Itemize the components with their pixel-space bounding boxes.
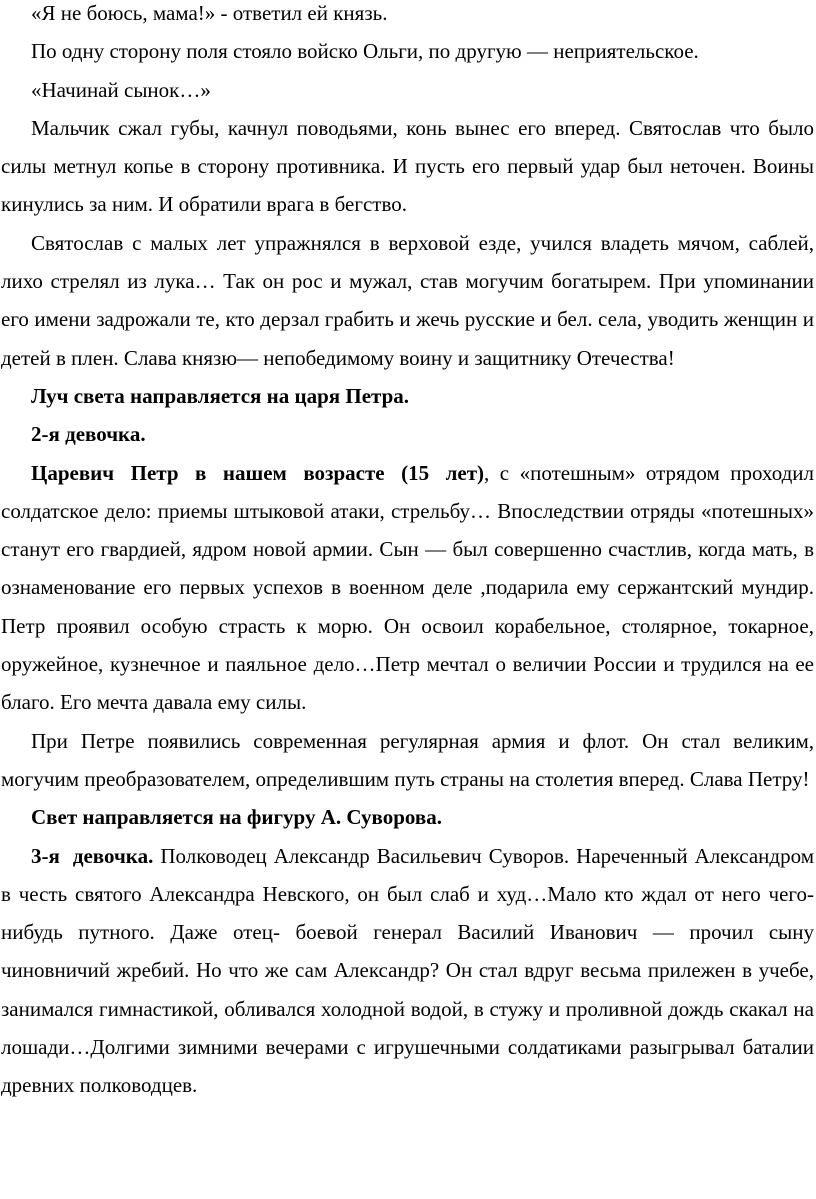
paragraph-text: Мальчик сжал губы, качнул поводьями, конь вынес его вперед. Святослав что было силы метнул копье в сторону противника. И пусть его первый удар был неточен. Воины кинулись за ним. И обратили врага в бегство. [1,115,814,217]
paragraph-text: «Начинай сынок…» [31,77,211,102]
paragraph-peter-youth [1,454,814,722]
paragraph-text: Полководец Александр Васильевич Суворов. Нареченный Александром в честь святого Александра Невского, он был слаб и худ…Мало кто ждал от него чего-нибудь путного. Даже отец- боевой генерал Василий Иванович — прочил сыну чиновничий жребий. Но что же сам Александр? Он стал вдруг весьма прилежен в учебе, занимался гимнастикой, обливался холодной водой, в стужу и проливной дождь скакал на лошади…Долгими зимними вечерами с игрушечными солдатиками разыгрывал баталии древних полководцев. [1,843,814,1098]
paragraph-text: Святослав с малых лет упражнялся в верховой езде, учился владеть мячом, саблей, лихо стрелял из лука… Так он рос и мужал, став могучим богатырем. При упоминании его имени задрожали те, кто дерзал грабить и жечь русские и бел. села, уводить женщин и детей в плен. Слава князю— непобедимому воину и защитнику Отечества! [1,230,814,370]
paragraph-text: По одну сторону поля стояло войско Ольги, по другую — неприятельское. [31,39,699,64]
paragraph-svyatoslav [1,224,814,377]
paragraph-begin [1,71,814,109]
paragraph-battle [1,109,814,224]
bold-lead: 3-я девочка. [31,843,154,868]
paragraph-dialogue-prince [1,0,814,32]
paragraph-text: При Петре появились современная регулярная армия и флот. Он стал великим, могучим преобразователем, определившим путь страны на столетия вперед. Слава Петру! [1,728,814,791]
heading-text: Свет направляется на фигуру А. Суворова. [31,805,442,830]
heading-text: Луч света направляется на царя Петра. [31,383,410,408]
paragraph-armies [1,32,814,70]
paragraph-peter-glory [1,722,814,799]
heading-second-girl [1,415,814,453]
heading-light-suvorov [1,798,814,836]
paragraph-text: , с «потешным» отрядом проходил солдатское дело: приемы штыковой атаки, стрельбу… Впоследствии отряды «потешных» станут его гвардией, ядром новой армии. Сын — был совершенно счастлив, когда мать, в ознаменование его первых успехов в военном деле ,подарила ему сержантский мундир. Петр проявил особую страсть к морю. Он освоил корабельное, столярное, токарное, оружейное, кузнечное и паяльное дело…Петр мечтал о величии России и трудился на ее благо. Его мечта давала ему силы. [1,460,814,715]
paragraph-suvorov [1,837,814,1105]
heading-text: 2-я девочка. [31,422,146,447]
heading-light-peter [1,377,814,415]
paragraph-text: «Я не боюсь, мама!» - ответил ей князь. [31,1,388,25]
bold-lead: Царевич Петр в нашем возрасте (15 лет) [31,460,485,485]
